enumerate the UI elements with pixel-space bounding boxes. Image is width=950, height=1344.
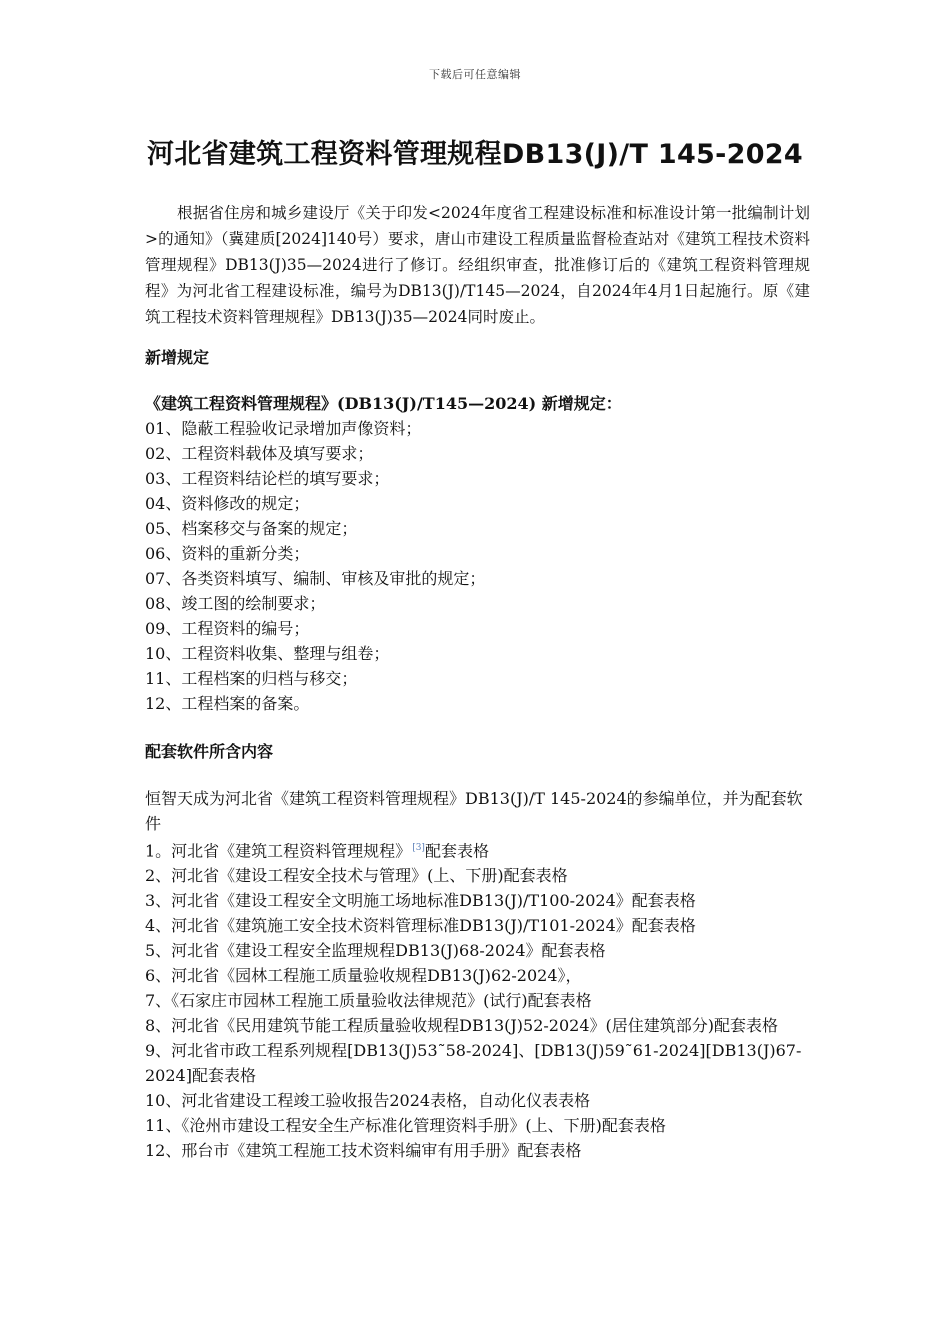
list-item-text: 1。河北省《建筑工程资料管理规程》 bbox=[145, 841, 412, 861]
list-item: 7、《石家庄市园林工程施工质量验收法律规范》(试行)配套表格 bbox=[145, 991, 592, 1011]
list-item: 10、工程资料收集、整理与组卷； bbox=[145, 644, 390, 663]
list-item: 11、工程档案的归档与移交； bbox=[145, 669, 358, 688]
list-item: 9、河北省市政工程系列规程[DB13(J)53˜58-2024]、[DB13(J)59˜61-2024][DB13(J)67-2024]配套表格 bbox=[145, 1041, 802, 1086]
reference-link[interactable]: [3] bbox=[412, 843, 425, 853]
page-title: 河北省建筑工程资料管理规程DB13(J)/T 145-2024 bbox=[147, 139, 803, 170]
list-item: 11、《沧州市建设工程安全生产标准化管理资料手册》(上、下册)配套表格 bbox=[145, 1116, 666, 1136]
list-item: 09、工程资料的编号； bbox=[145, 619, 310, 638]
list-item: 02、工程资料载体及填写要求； bbox=[145, 444, 374, 463]
new-rules-list bbox=[145, 416, 810, 716]
section-new-rules bbox=[145, 345, 810, 716]
section-software bbox=[145, 739, 810, 1163]
list-item: 01、隐蔽工程验收记录增加声像资料； bbox=[145, 419, 422, 438]
list-item: 07、各类资料填写、编制、审核及审批的规定； bbox=[145, 569, 486, 588]
list-item: 05、档案移交与备案的规定； bbox=[145, 519, 358, 538]
list-item: 12、邢台市《建筑工程施工技术资料编审有用手册》配套表格 bbox=[145, 1141, 582, 1161]
list-item: 03、工程资料结论栏的填写要求； bbox=[145, 469, 390, 488]
list-item-text: 配套表格 bbox=[424, 841, 489, 861]
new-rules-lead: 《建筑工程资料管理规程》(DB13(J)/T145—2024) 新增规定： bbox=[145, 394, 622, 413]
list-item bbox=[145, 836, 810, 863]
header-note: 下载后可任意编辑 bbox=[429, 68, 521, 81]
software-list bbox=[145, 836, 810, 1163]
list-item: 3、河北省《建设工程安全文明施工场地标准DB13(J)/T100-2024》配套表格 bbox=[145, 891, 696, 911]
intro-paragraph: 根据省住房和城乡建设厅《关于印发<2024年度省工程建设标准和标准设计第一批编制计划>的通知》（冀建质[2024]140号）要求，唐山市建设工程质量监督检查站对《建筑工程技术资料管理规程》DB13(J)35—2024进行了修订。经组织审查，批准修订后的《建筑工程资料管理规程》为河北省工程建设标准，编号为DB13(J)/T145—2024，自2024年4月1日起施行。原《建筑工程技术资料管理规程》DB13(J)35—2024同时废止。 bbox=[145, 204, 810, 326]
list-item: 4、河北省《建筑施工安全技术资料管理标准DB13(J)/T101-2024》配套表格 bbox=[145, 916, 696, 936]
section-heading-software: 配套软件所含内容 bbox=[145, 742, 274, 761]
list-item: 06、资料的重新分类； bbox=[145, 544, 310, 563]
list-item: 5、河北省《建设工程安全监理规程DB13(J)68-2024》配套表格 bbox=[145, 941, 606, 961]
list-item: 2、河北省《建设工程安全技术与管理》(上、下册)配套表格 bbox=[145, 866, 568, 886]
section-heading-new-rules: 新增规定 bbox=[145, 348, 210, 367]
list-item: 8、河北省《民用建筑节能工程质量验收规程DB13(J)52-2024》(居住建筑部分)配套表格 bbox=[145, 1016, 778, 1036]
list-item: 6、河北省《园林工程施工质量验收规程DB13(J)62-2024》， bbox=[145, 966, 582, 986]
list-item: 04、资料修改的规定； bbox=[145, 494, 310, 513]
software-lead: 恒智天成为河北省《建筑工程资料管理规程》DB13(J)/T 145-2024的参编单位，并为配套软件 bbox=[145, 789, 803, 833]
list-item: 12、工程档案的备案。 bbox=[145, 694, 310, 713]
list-item: 08、竣工图的绘制要求； bbox=[145, 594, 326, 613]
list-item: 10、河北省建设工程竣工验收报告2024表格，自动化仪表表格 bbox=[145, 1091, 591, 1111]
